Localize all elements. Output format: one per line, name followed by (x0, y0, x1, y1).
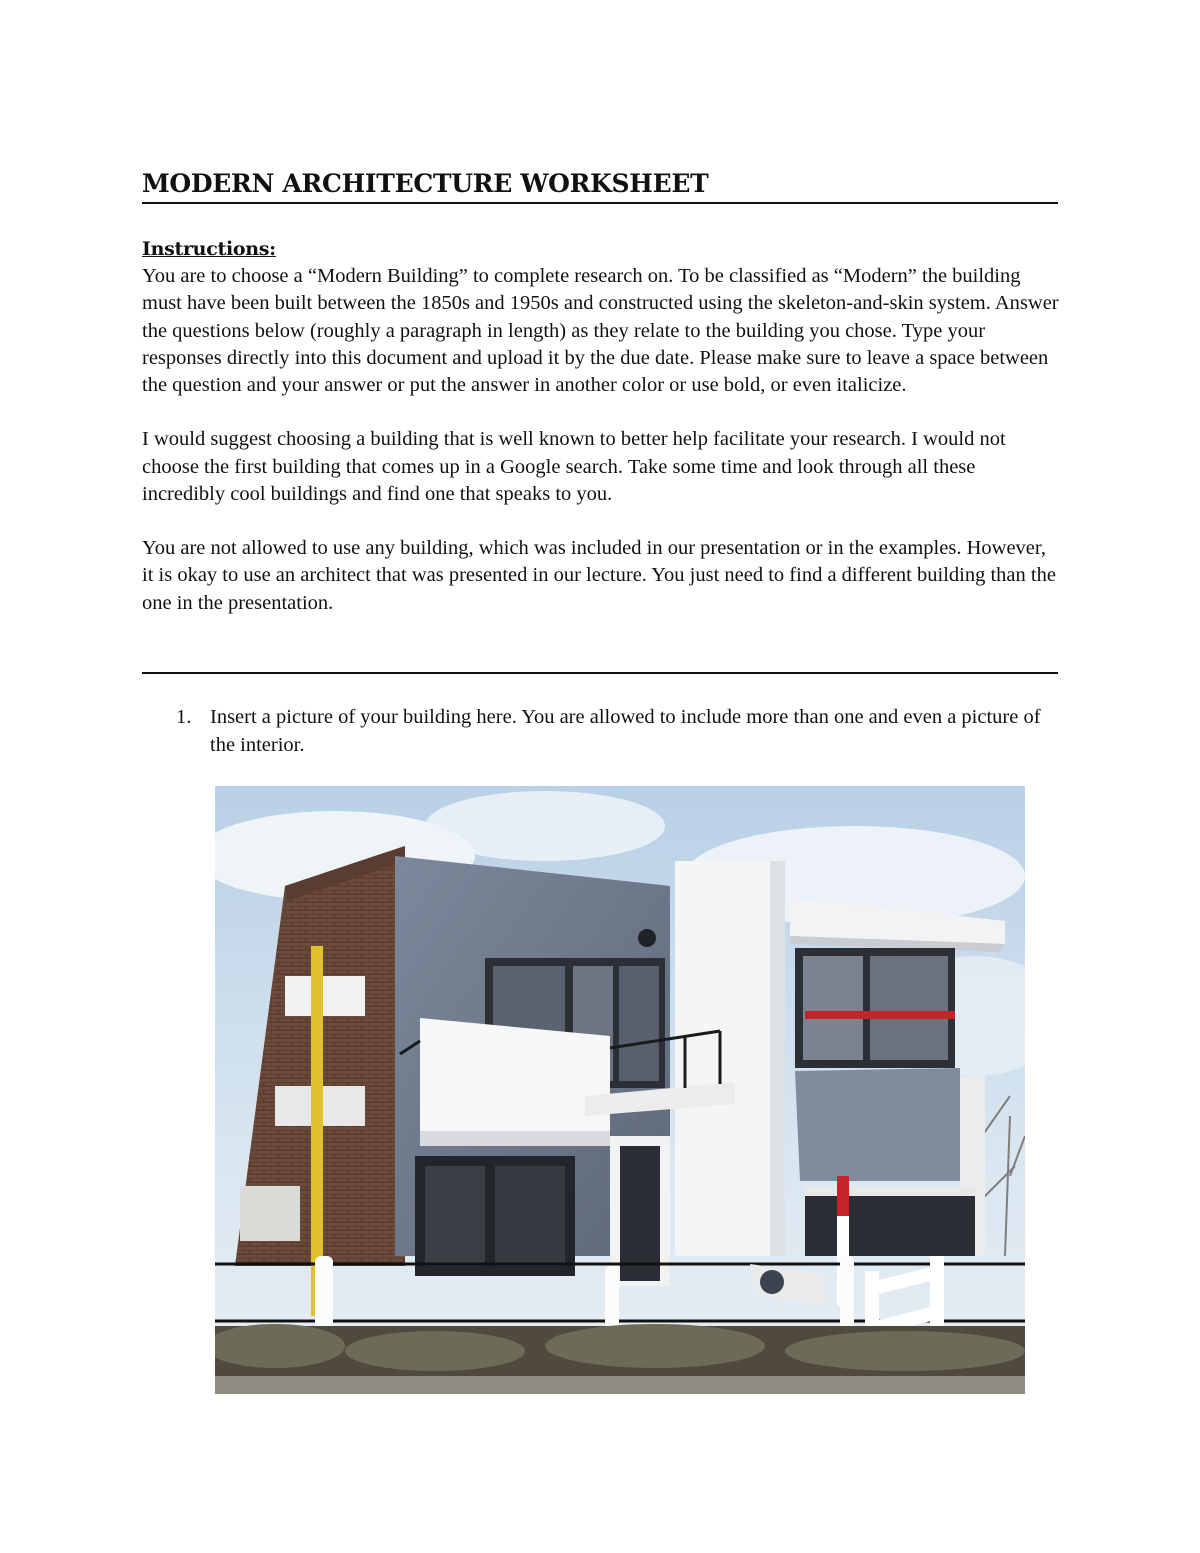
instructions-paragraph-1: You are to choose a “Modern Building” to complete research on. To be classified as “Modern” the building must have been built between the 1850s and 1950s and constructed using the skeleton-and-skin system. Answer the questions below (roughly a paragraph in length) as they relate to the building you chose. Type your responses directly into this document and upload it by the due date. Please make sure to leave a space between the question and your answer or put the answer in another color or use bold, or even italicize. (142, 265, 1059, 397)
instructions-section (142, 236, 1062, 644)
title-divider (142, 202, 1058, 204)
instructions-paragraph-2: I would suggest choosing a building that is well known to better help facilitate your research. I would not choose the first building that comes up in a Google search. Take some time and look through all these incredibly cool buildings and find one that speaks to you. (142, 428, 1006, 505)
question-number: 1. (176, 706, 192, 728)
building-photo-illustration (215, 786, 1025, 1394)
building-photo (215, 786, 1025, 1394)
page-title: MODERN ARCHITECTURE WORKSHEET (142, 169, 709, 198)
instructions-heading: Instructions: (142, 238, 276, 260)
section-divider (142, 672, 1058, 674)
question-1 (176, 703, 1066, 759)
instructions-paragraph-3: You are not allowed to use any building, which was included in our presentation or in the examples. However, it is okay to use an architect that was presented in our lecture. You just need to find a different building than the one in the presentation. (142, 537, 1056, 614)
question-text: Insert a picture of your building here. You are allowed to include more than one and even a picture of the interior. (210, 706, 1041, 756)
